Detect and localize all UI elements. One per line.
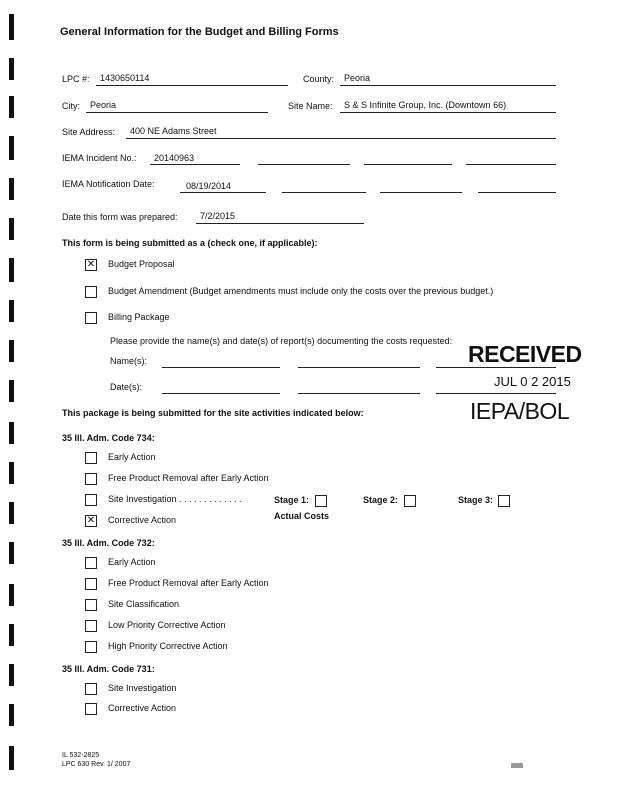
actual-costs-label: Actual Costs <box>274 511 330 521</box>
lpc-value[interactable]: 1430650114 <box>100 73 150 83</box>
c732-free-product-label: Free Product Removal after Early Action <box>108 578 269 588</box>
c732-early-action-label: Early Action <box>108 557 156 567</box>
billing-package-label: Billing Package <box>108 312 170 322</box>
city-underline <box>86 112 268 113</box>
lpc-underline <box>96 85 288 86</box>
page-title: General Information for the Budget and Billing Forms <box>60 26 339 38</box>
stage-2-label: Stage 2: <box>363 495 399 505</box>
c731-corrective-action-label: Corrective Action <box>108 703 177 713</box>
c734-free-product-checkbox[interactable] <box>85 473 97 485</box>
c732-high-priority-label: High Priority Corrective Action <box>108 641 228 651</box>
c731-site-investigation-checkbox[interactable] <box>85 683 97 695</box>
stamp-date: JUL 0 2 2015 <box>494 374 571 389</box>
dates-line-2[interactable] <box>298 393 420 394</box>
county-value[interactable]: Peoria <box>344 73 371 83</box>
activities-heading: This package is being submitted for the site activities indicated below: <box>62 408 364 418</box>
c731-corrective-action-checkbox[interactable] <box>85 703 97 715</box>
c732-low-priority-checkbox[interactable] <box>85 620 97 632</box>
names-line-2[interactable] <box>298 367 420 368</box>
c732-site-classification-checkbox[interactable] <box>85 599 97 611</box>
footer-form-number: IL 532-2825 <box>62 752 100 759</box>
notification-value[interactable]: 08/19/2014 <box>186 181 232 191</box>
c732-high-priority-checkbox[interactable] <box>85 641 97 653</box>
code-732-title: 35 Ill. Adm. Code 732: <box>62 538 155 548</box>
site-address-underline <box>126 138 556 139</box>
c734-corrective-action-label: Corrective Action <box>108 515 177 525</box>
c734-corrective-action-checkbox[interactable]: ✕ <box>86 515 96 526</box>
code-731-title: 35 Ill. Adm. Code 731: <box>62 664 155 674</box>
provide-reports-text: Please provide the name(s) and date(s) of report(s) documenting the costs requested: <box>110 336 453 346</box>
budget-proposal-checkbox[interactable]: ✕ <box>86 259 96 270</box>
c734-early-action-label: Early Action <box>108 452 156 462</box>
stage-3-label: Stage 3: <box>458 495 494 505</box>
stage-1-checkbox[interactable] <box>315 495 327 507</box>
incident-label: IEMA Incident No.: <box>62 153 137 163</box>
stage-2-checkbox[interactable] <box>404 495 416 507</box>
c732-low-priority-label: Low Priority Corrective Action <box>108 620 226 630</box>
billing-package-checkbox[interactable] <box>85 312 97 324</box>
budget-amendment-label: Budget Amendment (Budget amendments must include only the costs over the previous budget.) <box>108 286 494 296</box>
stage-3-checkbox[interactable] <box>498 495 510 507</box>
prepared-underline <box>196 223 364 224</box>
footer-revision: LPC 630 Rev. 1/ 2007 <box>62 761 131 768</box>
incident-value[interactable]: 20140963 <box>154 153 195 163</box>
c734-early-action-checkbox[interactable] <box>85 452 97 464</box>
c732-early-action-checkbox[interactable] <box>85 557 97 569</box>
site-address-label: Site Address: <box>62 127 116 137</box>
c732-site-classification-label: Site Classification <box>108 599 180 609</box>
incident-underline <box>150 164 240 165</box>
submission-heading: This form is being submitted as a (check one, if applicable): <box>62 238 318 248</box>
city-label: City: <box>62 101 80 111</box>
c734-site-investigation-label: Site Investigation . . . . . . . . . . . . . <box>108 494 242 504</box>
budget-proposal-label: Budget Proposal <box>108 259 175 269</box>
names-line-1[interactable] <box>162 367 280 368</box>
dates-label: Date(s): <box>110 382 143 392</box>
budget-amendment-checkbox[interactable] <box>85 286 97 298</box>
names-label: Name(s): <box>110 356 148 366</box>
scan-smudge <box>511 763 523 768</box>
stamp-iepa-bol: IEPA/BOL <box>470 398 570 424</box>
stamp-received: RECEIVED <box>468 341 582 367</box>
incident-extra-line-2 <box>364 164 452 165</box>
dates-line-3[interactable] <box>436 393 556 394</box>
dates-line-1[interactable] <box>162 393 280 394</box>
notification-extra-line-1 <box>282 192 366 193</box>
code-734-title: 35 Ill. Adm. Code 734: <box>62 433 155 443</box>
site-name-label: Site Name: <box>288 101 333 111</box>
c734-free-product-label: Free Product Removal after Early Action <box>108 473 269 483</box>
county-underline <box>340 85 556 86</box>
city-value[interactable]: Peoria <box>90 100 117 110</box>
c731-site-investigation-label: Site Investigation <box>108 683 177 693</box>
site-name-underline <box>340 112 556 113</box>
incident-extra-line-1 <box>258 164 350 165</box>
incident-extra-line-3 <box>466 164 556 165</box>
prepared-label: Date this form was prepared: <box>62 212 178 222</box>
prepared-value[interactable]: 7/2/2015 <box>200 211 236 221</box>
lpc-label: LPC #: <box>62 74 90 84</box>
c732-free-product-checkbox[interactable] <box>85 578 97 590</box>
site-address-value[interactable]: 400 NE Adams Street <box>130 126 217 136</box>
notification-extra-line-3 <box>478 192 556 193</box>
c734-site-investigation-checkbox[interactable] <box>85 494 97 506</box>
county-label: County: <box>303 74 335 84</box>
stage-1-label: Stage 1: <box>274 495 310 505</box>
notification-extra-line-2 <box>380 192 462 193</box>
notification-label: IEMA Notification Date: <box>62 179 155 189</box>
site-name-value[interactable]: S & S Infinite Group, Inc. (Downtown 66) <box>344 100 507 110</box>
notification-underline <box>180 192 266 193</box>
